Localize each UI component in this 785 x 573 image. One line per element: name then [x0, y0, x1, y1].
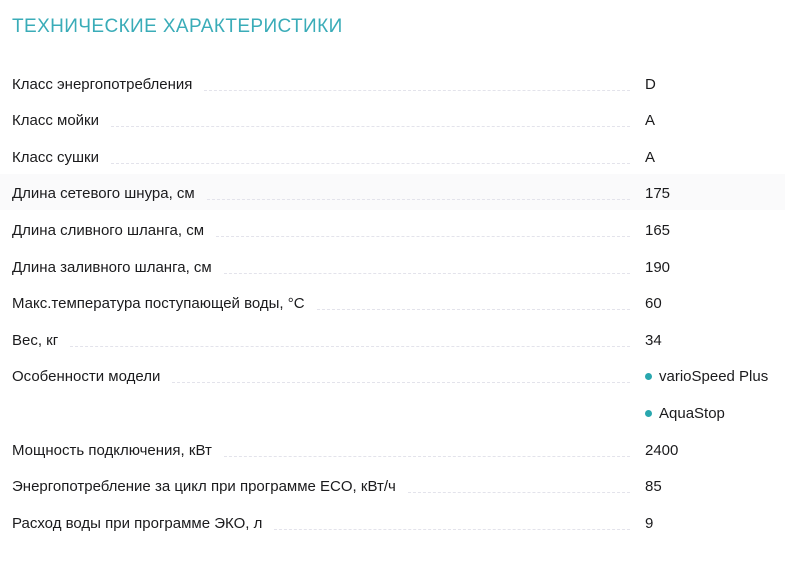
spec-value: D — [645, 75, 656, 93]
spec-value: 2400 — [645, 441, 679, 459]
dotted-leader — [408, 492, 630, 493]
specs-table — [0, 64, 785, 540]
spec-row — [0, 247, 785, 284]
spec-row — [0, 210, 785, 247]
spec-value: 9 — [645, 514, 654, 532]
dotted-leader — [224, 456, 630, 457]
spec-value: 85 — [645, 478, 662, 496]
spec-value: 190 — [645, 258, 671, 276]
specs-section — [0, 14, 785, 540]
spec-label: Вес, кг — [12, 331, 59, 349]
spec-label: Длина сетевого шнура, см — [12, 185, 195, 203]
spec-label: Макс.температура поступающей воды, °C — [12, 295, 305, 313]
page-title: ТЕХНИЧЕСКИЕ ХАРАКТЕРИСТИКИ — [12, 16, 343, 37]
dotted-leader — [172, 382, 630, 383]
spec-value: 175 — [645, 185, 671, 203]
spec-label: Класс сушки — [12, 148, 99, 166]
spec-row — [0, 101, 785, 138]
spec-label: Особенности модели — [12, 368, 161, 386]
spec-row — [0, 357, 785, 394]
dotted-leader — [70, 346, 630, 347]
dotted-leader — [111, 163, 630, 164]
spec-value — [645, 368, 785, 385]
spec-row — [0, 284, 785, 321]
dotted-leader — [204, 90, 630, 91]
spec-row — [0, 137, 785, 174]
spec-label: Класс энергопотребления — [12, 75, 193, 93]
spec-label: Длина сливного шланга, см — [12, 221, 205, 239]
dotted-leader — [207, 199, 630, 200]
spec-value: 165 — [645, 221, 671, 239]
bullet-icon — [645, 410, 652, 417]
spec-label: Энергопотребление за цикл при программе ECO, кВт/ч — [12, 478, 396, 496]
feature-label: AquaStop — [659, 404, 725, 422]
feature-label: varioSpeed Plus — [659, 368, 769, 386]
spec-row — [0, 430, 785, 467]
spec-row — [0, 467, 785, 504]
spec-row — [0, 174, 785, 211]
spec-value: 34 — [645, 331, 662, 349]
spec-row — [0, 64, 785, 101]
spec-label: Расход воды при программе ЭКО, л — [12, 514, 263, 532]
dotted-leader — [216, 236, 630, 237]
spec-row — [0, 503, 785, 540]
spec-label: Класс мойки — [12, 112, 99, 130]
dotted-leader — [274, 529, 630, 530]
spec-value: 60 — [645, 295, 662, 313]
dotted-leader — [224, 273, 630, 274]
dotted-leader — [111, 126, 630, 127]
bullet-icon — [645, 373, 652, 380]
spec-row — [0, 320, 785, 357]
spec-value — [645, 405, 785, 422]
spec-label: Длина заливного шланга, см — [12, 258, 212, 276]
spec-row — [0, 393, 785, 430]
spec-value: A — [645, 112, 656, 130]
dotted-leader — [317, 309, 630, 310]
spec-label: Мощность подключения, кВт — [12, 441, 212, 459]
spec-value: A — [645, 148, 656, 166]
